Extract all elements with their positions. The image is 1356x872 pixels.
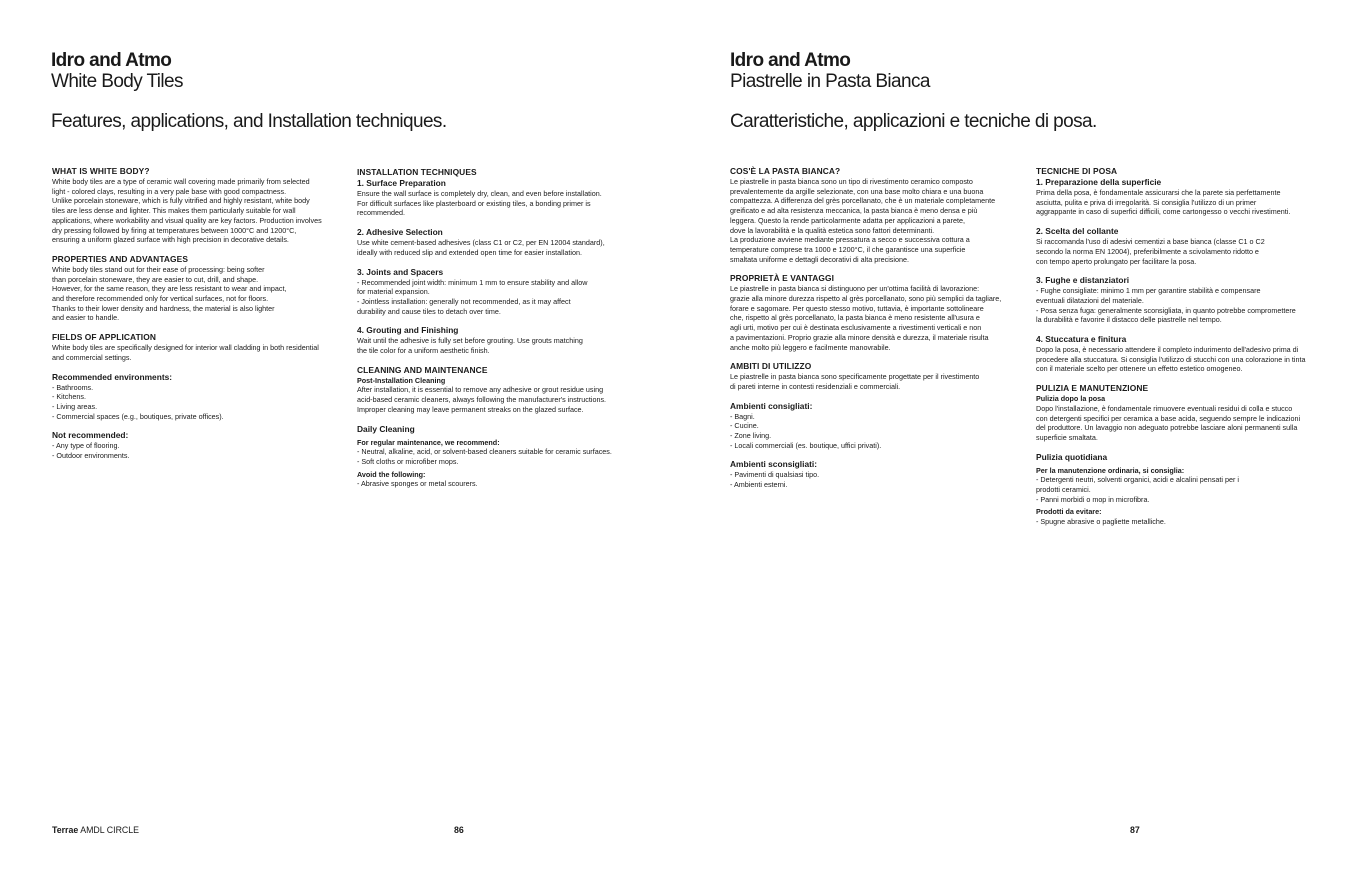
subsection-title: Pulizia dopo la posa [1036, 394, 1106, 404]
section-title: PULIZIA E MANUTENZIONE [1036, 383, 1149, 394]
subsection-title: 2. Adhesive Selection [357, 227, 443, 238]
subsection-title: 3. Fughe e distanziatori [1036, 275, 1130, 286]
subsection-title: For regular maintenance, we recommend: [357, 437, 500, 447]
subsection-title: 2. Scelta del collante [1036, 226, 1119, 237]
footer-brand [52, 825, 139, 835]
subsection-title: Ambienti consigliati: [730, 400, 813, 411]
section-title: PROPERTIES AND ADVANTAGES [52, 253, 189, 264]
section-title: COS'È LA PASTA BIANCA? [730, 166, 841, 176]
section-title: TECNICHE DI POSA [1036, 166, 1118, 176]
bullet-list: - Bathrooms. - Kitchens. - Living areas. - Commercial spaces (e.g., boutiques, private offices). [52, 382, 224, 421]
subsection-title: Not recommended: [52, 430, 129, 441]
page-number: 86 [454, 825, 464, 835]
page-heading: Features, applications, and Installation techniques. [51, 111, 447, 132]
section-body: Si raccomanda l'uso di adesivi cementizi a base bianca (classe C1 o C2 secondo la norma EN 12004), preferibilmente a scivolamento ridotto e con tempo aperto prolungato per facilitare la posa. [1036, 237, 1265, 266]
brand-name: Terrae [52, 825, 79, 835]
left-column-2 [357, 167, 657, 489]
subsection-title: 1. Surface Preparation [357, 178, 446, 188]
section-body: Le piastrelle in pasta bianca si distinguono per un'ottima facilità di lavorazione: grazie alla minore durezza rispetto al grès porcellanato, sono più semplici da tagliare, forare e sagomare. Per questo stesso motivo, tuttavia, è importante sottolineare che, rispetto al grès porcellanato, la pasta bianca è meno resistente all'usura e agli urti, motivo per cui è destinata esclusivamente a rivestimenti verticali e non a pavimentazioni. Proprio grazie alla minore densità e durezza, il materiale risulta anche molto più leggero e facilmente manovrabile. [730, 284, 1002, 352]
subsection-title: Pulizia quotidiana [1036, 451, 1108, 462]
section-body: Le piastrelle in pasta bianca sono un tipo di rivestimento ceramico composto prevalentemente da argille selezionate, con una base molto chiara e una buona compattezza. A differenza del grès porcellanato, che è un materiale completamente greificato e ad alta resistenza meccanica, la pasta bianca è meno densa e più leggera. Questo la rende particolarmente adatta per applicazioni a parete, dove la lavorabilità e la qualità estetica sono fattori determinanti. La produzione avviene mediante pressatura a secco e successiva cottura a temperature comprese tra 1000 e 1200°C, il che garantisce una superficie smaltata uniforme e dettagli decorativi di alta precisione. [730, 177, 996, 264]
subsection-title: Post-Installation Cleaning [357, 375, 446, 385]
page-title: Idro and Atmo [51, 50, 172, 71]
page-number: 87 [1130, 825, 1140, 835]
bullet-list: - Bagni. - Cucine. - Zone living. - Locali commerciali (es. boutique, uffici privati). [730, 411, 882, 450]
section-body: Prima della posa, è fondamentale assicurarsi che la parete sia perfettamente asciutta, pulita e priva di irregolarità. Si consiglia l'utilizzo di un primer aggrappante in caso di superfici difficili, come cartongesso o vecchi rivestimenti. [1036, 188, 1291, 217]
bullet-list: - Neutral, alkaline, acid, or solvent-based cleaners suitable for ceramic surfaces. - Soft cloths or microfiber mops. [357, 447, 612, 466]
subsection-title: Per la manutenzione ordinaria, si consiglia: [1036, 465, 1185, 475]
section-title: CLEANING AND MAINTENANCE [357, 364, 488, 375]
page-heading: Caratteristiche, applicazioni e tecniche di posa. [730, 111, 1097, 132]
subsection-title: Avoid the following: [357, 469, 426, 479]
section-body: Wait until the adhesive is fully set before grouting. Use grouts matching the tile color for a uniform aesthetic finish. [357, 336, 583, 356]
page-subtitle: Piastrelle in Pasta Bianca [730, 71, 930, 92]
section-body: White body tiles are a type of ceramic wall covering made primarily from selected light - colored clays, resulting in a very pale base with good compactness. Unlike porcelain stoneware, which is fully vitrified and highly resistant, white body tiles are less dense and lighter. This makes them particularly suitable for wall applications, where workability and visual quality are key factors. Production involves dry pressing followed by firing at temperatures between 1000°C and 1200°C, ensuring a uniform glazed surface with high precision in decorative details. [52, 177, 322, 245]
page-subtitle: White Body Tiles [51, 71, 183, 92]
right-column-2 [1036, 166, 1336, 527]
section-body: Dopo l'installazione, è fondamentale rimuovere eventuali residui di colla e stucco con detergenti specifici per ceramica a base acida, seguendo sempre le indicazioni del produttore. Un lavaggio non adeguato potrebbe lasciare aloni permanenti sulla superficie smaltata. [1036, 403, 1301, 442]
bullet-list: - Detergenti neutri, solventi organici, acidi e alcalini pensati per i prodotti ceramici. - Panni morbidi o mop in microfibra. [1036, 475, 1239, 504]
subsection-title: Daily Cleaning [357, 423, 415, 434]
subsection-title: Ambienti sconsigliati: [730, 459, 818, 470]
right-page [678, 0, 1356, 872]
collection-name: AMDL CIRCLE [80, 825, 140, 835]
section-title: WHAT IS WHITE BODY? [52, 166, 150, 176]
left-column-1 [52, 166, 352, 461]
section-body: Dopo la posa, è necessario attendere il completo indurimento dell'adesivo prima di procedere alla stuccatura. Si consiglia l'utilizzo di stucchi con una colorazione in tinta con il materiale scelto per ottenere un effetto estetico omogeneo. [1036, 345, 1306, 374]
page-title: Idro and Atmo [730, 50, 851, 71]
bullet-list: - Spugne abrasive o pagliette metalliche. [1036, 517, 1166, 527]
right-column-1 [730, 166, 1030, 490]
section-title: PROPRIETÀ E VANTAGGI [730, 273, 835, 284]
section-body: - Fughe consigliate: minimo 1 mm per garantire stabilità e compensare eventuali dilatazioni del materiale. - Posa senza fuga: generalmente sconsigliata, in quanto potrebbe compromettere la durabilità e favorire il distacco delle piastrelle nel tempo. [1036, 286, 1296, 325]
subsection-title: 4. Grouting and Finishing [357, 325, 459, 336]
bullet-list: - Abrasive sponges or metal scourers. [357, 479, 478, 489]
section-body: White body tiles stand out for their ease of processing: being softer than porcelain stoneware, they are easier to cut, drill, and shape. However, for the same reason, they are less resistant to wear and impact, and therefore recommended only for vertical surfaces, not for floors. Thanks to their lower density and hardness, the material is also lighter and easier to handle. [52, 264, 287, 323]
section-title: INSTALLATION TECHNIQUES [357, 167, 477, 177]
section-body: White body tiles are specifically designed for interior wall cladding in both residential and commercial settings. [52, 343, 319, 362]
subsection-title: Recommended environments: [52, 371, 173, 382]
bullet-list: - Pavimenti di qualsiasi tipo. - Ambienti esterni. [730, 470, 820, 490]
section-body: Use white cement-based adhesives (class C1 or C2, per EN 12004 standard), ideally with reduced slip and extended open time for easier installation. [357, 238, 605, 257]
section-body: Le piastrelle in pasta bianca sono specificamente progettate per il rivestimento di pareti interne in contesti residenziali e commerciali. [730, 372, 980, 391]
section-body: - Recommended joint width: minimum 1 mm to ensure stability and allow for material expansion. - Jointless installation: generally not recommended, as it may affect durability and cause tiles to detach over time. [357, 277, 588, 316]
subsection-title: Prodotti da evitare: [1036, 507, 1102, 517]
subsection-title: 4. Stuccatura e finitura [1036, 334, 1127, 345]
section-title: AMBITI DI UTILIZZO [730, 361, 812, 372]
subsection-title: 1. Preparazione della superficie [1036, 177, 1162, 187]
section-title: FIELDS OF APPLICATION [52, 332, 156, 343]
section-body: After installation, it is essential to remove any adhesive or grout residue using acid-based ceramic cleaners, always following the manufacturer's instructions. Improper cleaning may leave permanent streaks on the glazed surface. [357, 385, 607, 414]
bullet-list: - Any type of flooring. - Outdoor environments. [52, 441, 130, 461]
subsection-title: 3. Joints and Spacers [357, 266, 444, 277]
section-body: Ensure the wall surface is completely dry, clean, and even before installation. For difficult surfaces like plasterboard or existing tiles, a bonding primer is recommended. [357, 189, 602, 218]
